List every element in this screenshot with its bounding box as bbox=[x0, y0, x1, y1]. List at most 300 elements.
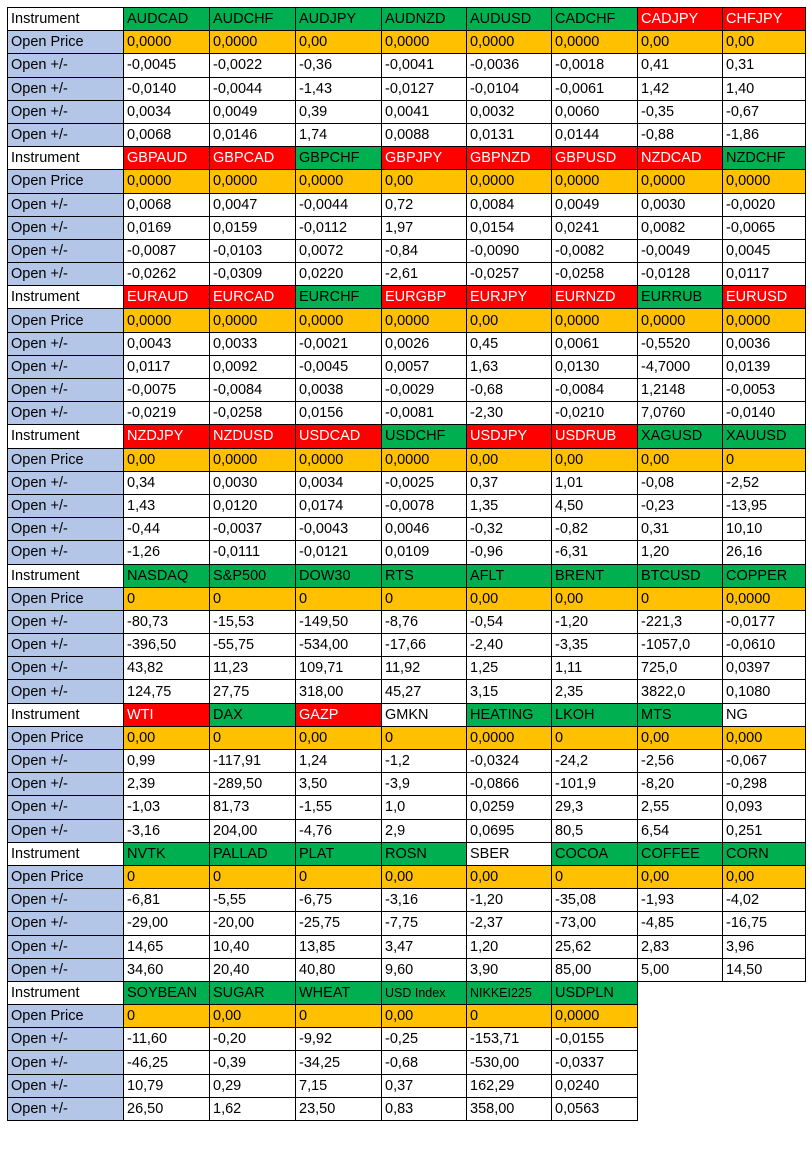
open-change-cell[interactable]: 0,0046 bbox=[382, 518, 467, 541]
instrument-name-cell[interactable]: NASDAQ bbox=[124, 564, 210, 587]
open-price-cell[interactable]: 0 bbox=[296, 587, 382, 610]
open-change-cell[interactable]: 725,0 bbox=[638, 657, 723, 680]
open-change-cell[interactable]: 0,0034 bbox=[296, 471, 382, 494]
open-change-cell[interactable]: -0,0084 bbox=[552, 379, 638, 402]
open-change-cell[interactable]: -0,0075 bbox=[124, 379, 210, 402]
open-change-cell[interactable]: -2,30 bbox=[467, 402, 552, 425]
open-change-cell[interactable]: 109,71 bbox=[296, 657, 382, 680]
open-change-cell[interactable]: 1,20 bbox=[638, 541, 723, 564]
open-change-cell[interactable]: -4,76 bbox=[296, 819, 382, 842]
open-change-cell[interactable]: 0,0041 bbox=[382, 100, 467, 123]
open-change-cell[interactable]: -0,0258 bbox=[210, 402, 296, 425]
instrument-name-cell[interactable]: AFLT bbox=[467, 564, 552, 587]
open-change-cell[interactable]: 0,0159 bbox=[210, 216, 296, 239]
open-change-cell[interactable]: 3822,0 bbox=[638, 680, 723, 703]
open-change-cell[interactable]: -0,5520 bbox=[638, 332, 723, 355]
instrument-name-cell[interactable]: EURJPY bbox=[467, 286, 552, 309]
open-change-cell[interactable]: 14,50 bbox=[723, 958, 806, 981]
open-change-cell[interactable]: -0,0111 bbox=[210, 541, 296, 564]
open-change-cell[interactable]: 0,0049 bbox=[210, 100, 296, 123]
open-change-cell[interactable]: 81,73 bbox=[210, 796, 296, 819]
open-change-cell[interactable]: -0,0044 bbox=[210, 77, 296, 100]
open-price-cell[interactable]: 0,0000 bbox=[124, 170, 210, 193]
open-change-cell[interactable]: 358,00 bbox=[467, 1097, 552, 1120]
open-change-cell[interactable]: -2,61 bbox=[382, 263, 467, 286]
open-change-cell[interactable]: 0,0563 bbox=[552, 1097, 638, 1120]
open-price-cell[interactable]: 0,0000 bbox=[638, 170, 723, 193]
open-change-cell[interactable]: -0,0140 bbox=[124, 77, 210, 100]
open-change-cell[interactable]: 0,0088 bbox=[382, 123, 467, 146]
open-change-cell[interactable]: -0,0104 bbox=[467, 77, 552, 100]
instrument-name-cell[interactable]: NG bbox=[723, 703, 806, 726]
open-change-cell[interactable]: 0,34 bbox=[124, 471, 210, 494]
open-change-cell[interactable]: 7,15 bbox=[296, 1074, 382, 1097]
open-change-cell[interactable]: 0,0043 bbox=[124, 332, 210, 355]
open-change-cell[interactable]: 7,0760 bbox=[638, 402, 723, 425]
open-change-cell[interactable]: -0,0049 bbox=[638, 239, 723, 262]
open-change-cell[interactable]: 29,3 bbox=[552, 796, 638, 819]
open-change-cell[interactable]: 0,0109 bbox=[382, 541, 467, 564]
open-change-cell[interactable]: 1,42 bbox=[638, 77, 723, 100]
instrument-name-cell[interactable]: NZDCHF bbox=[723, 147, 806, 170]
open-change-cell[interactable]: -1,20 bbox=[467, 889, 552, 912]
open-price-cell[interactable]: 0,0000 bbox=[124, 31, 210, 54]
open-change-cell[interactable]: 27,75 bbox=[210, 680, 296, 703]
open-change-cell[interactable]: 1,01 bbox=[552, 471, 638, 494]
open-change-cell[interactable]: 3,96 bbox=[723, 935, 806, 958]
open-change-cell[interactable]: -1,2 bbox=[382, 750, 467, 773]
open-change-cell[interactable]: 10,79 bbox=[124, 1074, 210, 1097]
open-change-cell[interactable]: -396,50 bbox=[124, 634, 210, 657]
open-change-cell[interactable]: 0,41 bbox=[638, 54, 723, 77]
open-price-cell[interactable]: 0,0000 bbox=[723, 587, 806, 610]
open-change-cell[interactable]: -1,26 bbox=[124, 541, 210, 564]
open-change-cell[interactable]: 0,251 bbox=[723, 819, 806, 842]
instrument-name-cell[interactable]: XAGUSD bbox=[638, 425, 723, 448]
open-change-cell[interactable]: 25,62 bbox=[552, 935, 638, 958]
instrument-name-cell[interactable]: LKOH bbox=[552, 703, 638, 726]
open-change-cell[interactable]: -0,68 bbox=[382, 1051, 467, 1074]
open-change-cell[interactable]: -0,0082 bbox=[552, 239, 638, 262]
instrument-name-cell[interactable]: GBPJPY bbox=[382, 147, 467, 170]
open-change-cell[interactable]: -149,50 bbox=[296, 610, 382, 633]
open-change-cell[interactable]: -0,84 bbox=[382, 239, 467, 262]
open-price-cell[interactable]: 0,00 bbox=[638, 31, 723, 54]
instrument-name-cell[interactable]: GBPCHF bbox=[296, 147, 382, 170]
open-change-cell[interactable]: -0,54 bbox=[467, 610, 552, 633]
open-change-cell[interactable]: 0,0139 bbox=[723, 355, 806, 378]
open-change-cell[interactable]: 0,0045 bbox=[723, 239, 806, 262]
instrument-name-cell[interactable]: EURUSD bbox=[723, 286, 806, 309]
open-change-cell[interactable]: 0,0068 bbox=[124, 193, 210, 216]
open-price-cell[interactable]: 0,00 bbox=[638, 726, 723, 749]
open-change-cell[interactable]: 0,0174 bbox=[296, 494, 382, 517]
open-change-cell[interactable]: -0,0084 bbox=[210, 379, 296, 402]
open-change-cell[interactable]: -73,00 bbox=[552, 912, 638, 935]
open-price-cell[interactable]: 0,00 bbox=[382, 170, 467, 193]
open-change-cell[interactable]: 0,31 bbox=[723, 54, 806, 77]
open-change-cell[interactable]: 10,40 bbox=[210, 935, 296, 958]
open-change-cell[interactable]: 0,0034 bbox=[124, 100, 210, 123]
open-change-cell[interactable]: -1,43 bbox=[296, 77, 382, 100]
open-change-cell[interactable]: 204,00 bbox=[210, 819, 296, 842]
open-change-cell[interactable]: 1,97 bbox=[382, 216, 467, 239]
open-change-cell[interactable]: -2,37 bbox=[467, 912, 552, 935]
open-change-cell[interactable]: -1,86 bbox=[723, 123, 806, 146]
open-change-cell[interactable]: 80,5 bbox=[552, 819, 638, 842]
open-change-cell[interactable]: 0,0117 bbox=[723, 263, 806, 286]
instrument-name-cell[interactable]: CHFJPY bbox=[723, 8, 806, 31]
open-change-cell[interactable]: -0,0309 bbox=[210, 263, 296, 286]
open-change-cell[interactable]: 1,40 bbox=[723, 77, 806, 100]
open-change-cell[interactable]: -2,40 bbox=[467, 634, 552, 657]
open-price-cell[interactable]: 0,00 bbox=[552, 448, 638, 471]
open-change-cell[interactable]: -0,0022 bbox=[210, 54, 296, 77]
open-price-cell[interactable]: 0,0000 bbox=[723, 170, 806, 193]
instrument-name-cell[interactable]: SUGAR bbox=[210, 981, 296, 1004]
open-change-cell[interactable]: 9,60 bbox=[382, 958, 467, 981]
open-change-cell[interactable]: 0,0240 bbox=[552, 1074, 638, 1097]
open-change-cell[interactable]: -5,55 bbox=[210, 889, 296, 912]
open-change-cell[interactable]: -0,88 bbox=[638, 123, 723, 146]
open-change-cell[interactable]: -0,0337 bbox=[552, 1051, 638, 1074]
open-change-cell[interactable]: -153,71 bbox=[467, 1028, 552, 1051]
open-change-cell[interactable]: -4,85 bbox=[638, 912, 723, 935]
open-price-cell[interactable]: 0,00 bbox=[382, 1005, 467, 1028]
open-change-cell[interactable]: -0,44 bbox=[124, 518, 210, 541]
open-change-cell[interactable]: -6,75 bbox=[296, 889, 382, 912]
open-price-cell[interactable]: 0,0000 bbox=[382, 31, 467, 54]
open-change-cell[interactable]: 0,0030 bbox=[638, 193, 723, 216]
open-change-cell[interactable]: 11,92 bbox=[382, 657, 467, 680]
open-change-cell[interactable]: -0,0045 bbox=[124, 54, 210, 77]
open-change-cell[interactable]: -3,16 bbox=[382, 889, 467, 912]
open-change-cell[interactable]: -4,7000 bbox=[638, 355, 723, 378]
open-change-cell[interactable]: -0,67 bbox=[723, 100, 806, 123]
open-change-cell[interactable]: 0,29 bbox=[210, 1074, 296, 1097]
open-change-cell[interactable]: 0,0130 bbox=[552, 355, 638, 378]
open-change-cell[interactable]: 4,50 bbox=[552, 494, 638, 517]
open-price-cell[interactable]: 0,0000 bbox=[467, 170, 552, 193]
open-change-cell[interactable]: 1,63 bbox=[467, 355, 552, 378]
open-change-cell[interactable]: -0,0029 bbox=[382, 379, 467, 402]
open-price-cell[interactable]: 0,0000 bbox=[210, 309, 296, 332]
instrument-name-cell[interactable]: SBER bbox=[467, 842, 552, 865]
open-change-cell[interactable]: -0,0210 bbox=[552, 402, 638, 425]
open-price-cell[interactable]: 0,00 bbox=[467, 865, 552, 888]
open-change-cell[interactable]: 20,40 bbox=[210, 958, 296, 981]
open-change-cell[interactable]: -1,20 bbox=[552, 610, 638, 633]
open-change-cell[interactable]: -29,00 bbox=[124, 912, 210, 935]
open-change-cell[interactable]: 318,00 bbox=[296, 680, 382, 703]
open-change-cell[interactable]: 0,0146 bbox=[210, 123, 296, 146]
open-change-cell[interactable]: -0,0090 bbox=[467, 239, 552, 262]
open-change-cell[interactable]: 0,0241 bbox=[552, 216, 638, 239]
open-change-cell[interactable]: -0,0087 bbox=[124, 239, 210, 262]
open-change-cell[interactable]: 0,0154 bbox=[467, 216, 552, 239]
open-change-cell[interactable]: 85,00 bbox=[552, 958, 638, 981]
instrument-name-cell[interactable]: CORN bbox=[723, 842, 806, 865]
open-price-cell[interactable]: 0,00 bbox=[467, 309, 552, 332]
open-change-cell[interactable]: 2,55 bbox=[638, 796, 723, 819]
open-change-cell[interactable]: -289,50 bbox=[210, 773, 296, 796]
instrument-name-cell[interactable]: GAZP bbox=[296, 703, 382, 726]
instrument-name-cell[interactable]: BRENT bbox=[552, 564, 638, 587]
open-price-cell[interactable]: 0 bbox=[124, 1005, 210, 1028]
open-change-cell[interactable]: -6,81 bbox=[124, 889, 210, 912]
open-change-cell[interactable]: -0,298 bbox=[723, 773, 806, 796]
open-change-cell[interactable]: 0,0092 bbox=[210, 355, 296, 378]
open-change-cell[interactable]: 0,0169 bbox=[124, 216, 210, 239]
open-price-cell[interactable]: 0 bbox=[210, 865, 296, 888]
open-change-cell[interactable]: -24,2 bbox=[552, 750, 638, 773]
instrument-name-cell[interactable]: AUDNZD bbox=[382, 8, 467, 31]
instrument-name-cell[interactable]: NIKKEI225 bbox=[467, 981, 552, 1004]
open-change-cell[interactable]: -6,31 bbox=[552, 541, 638, 564]
open-change-cell[interactable]: -1,93 bbox=[638, 889, 723, 912]
open-change-cell[interactable]: -0,0257 bbox=[467, 263, 552, 286]
open-change-cell[interactable]: 0,72 bbox=[382, 193, 467, 216]
open-change-cell[interactable]: -35,08 bbox=[552, 889, 638, 912]
open-change-cell[interactable]: -534,00 bbox=[296, 634, 382, 657]
open-price-cell[interactable]: 0 bbox=[382, 587, 467, 610]
instrument-name-cell[interactable]: NZDJPY bbox=[124, 425, 210, 448]
open-change-cell[interactable]: -0,35 bbox=[638, 100, 723, 123]
open-price-cell[interactable]: 0,0000 bbox=[210, 31, 296, 54]
open-change-cell[interactable]: -0,0045 bbox=[296, 355, 382, 378]
open-change-cell[interactable]: -0,0324 bbox=[467, 750, 552, 773]
open-change-cell[interactable]: -80,73 bbox=[124, 610, 210, 633]
open-change-cell[interactable]: 1,35 bbox=[467, 494, 552, 517]
open-price-cell[interactable]: 0,0000 bbox=[124, 309, 210, 332]
open-price-cell[interactable]: 0,00 bbox=[467, 448, 552, 471]
open-change-cell[interactable]: -0,0081 bbox=[382, 402, 467, 425]
open-change-cell[interactable]: -0,36 bbox=[296, 54, 382, 77]
instrument-name-cell[interactable]: DAX bbox=[210, 703, 296, 726]
open-change-cell[interactable]: 0,0026 bbox=[382, 332, 467, 355]
open-change-cell[interactable]: 40,80 bbox=[296, 958, 382, 981]
open-price-cell[interactable]: 0,0000 bbox=[723, 309, 806, 332]
open-change-cell[interactable]: -0,0036 bbox=[467, 54, 552, 77]
open-change-cell[interactable]: -3,16 bbox=[124, 819, 210, 842]
instrument-name-cell[interactable]: EURGBP bbox=[382, 286, 467, 309]
open-change-cell[interactable]: -0,0044 bbox=[296, 193, 382, 216]
open-change-cell[interactable]: 3,90 bbox=[467, 958, 552, 981]
open-change-cell[interactable]: -0,0177 bbox=[723, 610, 806, 633]
open-change-cell[interactable]: -0,0219 bbox=[124, 402, 210, 425]
open-change-cell[interactable]: -0,0025 bbox=[382, 471, 467, 494]
open-price-cell[interactable]: 0,0000 bbox=[296, 448, 382, 471]
instrument-name-cell[interactable]: USDCHF bbox=[382, 425, 467, 448]
open-change-cell[interactable]: -0,0020 bbox=[723, 193, 806, 216]
open-change-cell[interactable]: -0,0021 bbox=[296, 332, 382, 355]
open-change-cell[interactable]: -16,75 bbox=[723, 912, 806, 935]
open-price-cell[interactable]: 0,0000 bbox=[552, 1005, 638, 1028]
instrument-name-cell[interactable]: CADCHF bbox=[552, 8, 638, 31]
open-change-cell[interactable]: 3,15 bbox=[467, 680, 552, 703]
instrument-name-cell[interactable]: CADJPY bbox=[638, 8, 723, 31]
open-change-cell[interactable]: 0,83 bbox=[382, 1097, 467, 1120]
open-price-cell[interactable]: 0,0000 bbox=[296, 170, 382, 193]
open-change-cell[interactable]: -1,55 bbox=[296, 796, 382, 819]
open-price-cell[interactable]: 0,0000 bbox=[296, 309, 382, 332]
open-change-cell[interactable]: -0,82 bbox=[552, 518, 638, 541]
open-change-cell[interactable]: 0,0061 bbox=[552, 332, 638, 355]
open-price-cell[interactable]: 0,00 bbox=[296, 31, 382, 54]
open-change-cell[interactable]: 2,39 bbox=[124, 773, 210, 796]
open-change-cell[interactable]: 11,23 bbox=[210, 657, 296, 680]
instrument-name-cell[interactable]: GBPNZD bbox=[467, 147, 552, 170]
open-price-cell[interactable]: 0 bbox=[552, 726, 638, 749]
open-price-cell[interactable]: 0 bbox=[382, 726, 467, 749]
open-change-cell[interactable]: -0,0018 bbox=[552, 54, 638, 77]
open-change-cell[interactable]: -0,23 bbox=[638, 494, 723, 517]
open-price-cell[interactable]: 0,00 bbox=[467, 587, 552, 610]
open-change-cell[interactable]: -0,25 bbox=[382, 1028, 467, 1051]
open-change-cell[interactable]: 1,25 bbox=[467, 657, 552, 680]
open-change-cell[interactable]: 14,65 bbox=[124, 935, 210, 958]
open-change-cell[interactable]: -0,0262 bbox=[124, 263, 210, 286]
instrument-name-cell[interactable]: AUDCAD bbox=[124, 8, 210, 31]
open-change-cell[interactable]: 0,0084 bbox=[467, 193, 552, 216]
open-change-cell[interactable]: 0,0033 bbox=[210, 332, 296, 355]
open-change-cell[interactable]: 0,0397 bbox=[723, 657, 806, 680]
open-change-cell[interactable]: 0,31 bbox=[638, 518, 723, 541]
open-change-cell[interactable]: -34,25 bbox=[296, 1051, 382, 1074]
open-change-cell[interactable]: 1,11 bbox=[552, 657, 638, 680]
open-change-cell[interactable]: 162,29 bbox=[467, 1074, 552, 1097]
open-price-cell[interactable]: 0,00 bbox=[124, 726, 210, 749]
open-change-cell[interactable]: 0,0156 bbox=[296, 402, 382, 425]
open-change-cell[interactable]: -0,0041 bbox=[382, 54, 467, 77]
open-change-cell[interactable]: 0,0072 bbox=[296, 239, 382, 262]
open-change-cell[interactable]: 0,0032 bbox=[467, 100, 552, 123]
open-price-cell[interactable]: 0,00 bbox=[210, 1005, 296, 1028]
open-price-cell[interactable]: 0,00 bbox=[124, 448, 210, 471]
instrument-name-cell[interactable]: PLAT bbox=[296, 842, 382, 865]
instrument-name-cell[interactable]: BTCUSD bbox=[638, 564, 723, 587]
open-change-cell[interactable]: 0,0049 bbox=[552, 193, 638, 216]
open-change-cell[interactable]: -0,32 bbox=[467, 518, 552, 541]
open-price-cell[interactable]: 0,00 bbox=[552, 587, 638, 610]
instrument-name-cell[interactable]: COPPER bbox=[723, 564, 806, 587]
open-price-cell[interactable]: 0,000 bbox=[723, 726, 806, 749]
instrument-name-cell[interactable]: NZDUSD bbox=[210, 425, 296, 448]
open-change-cell[interactable]: 45,27 bbox=[382, 680, 467, 703]
open-change-cell[interactable]: -17,66 bbox=[382, 634, 467, 657]
open-price-cell[interactable]: 0 bbox=[210, 587, 296, 610]
open-change-cell[interactable]: 6,54 bbox=[638, 819, 723, 842]
open-change-cell[interactable]: 0,0259 bbox=[467, 796, 552, 819]
instrument-name-cell[interactable]: USD Index bbox=[382, 981, 467, 1004]
instrument-name-cell[interactable]: ROSN bbox=[382, 842, 467, 865]
open-change-cell[interactable]: -25,75 bbox=[296, 912, 382, 935]
open-change-cell[interactable]: 1,24 bbox=[296, 750, 382, 773]
instrument-name-cell[interactable]: GBPAUD bbox=[124, 147, 210, 170]
open-change-cell[interactable]: 23,50 bbox=[296, 1097, 382, 1120]
instrument-name-cell[interactable]: EURCAD bbox=[210, 286, 296, 309]
open-change-cell[interactable]: -0,0112 bbox=[296, 216, 382, 239]
open-change-cell[interactable]: 0,0120 bbox=[210, 494, 296, 517]
instrument-name-cell[interactable]: GMKN bbox=[382, 703, 467, 726]
open-price-cell[interactable]: 0,00 bbox=[638, 865, 723, 888]
instrument-name-cell[interactable]: USDPLN bbox=[552, 981, 638, 1004]
open-change-cell[interactable]: -0,0121 bbox=[296, 541, 382, 564]
open-price-cell[interactable]: 0 bbox=[296, 865, 382, 888]
open-change-cell[interactable]: 1,20 bbox=[467, 935, 552, 958]
open-change-cell[interactable]: -0,0053 bbox=[723, 379, 806, 402]
open-change-cell[interactable]: 0,37 bbox=[467, 471, 552, 494]
instrument-name-cell[interactable]: EURAUD bbox=[124, 286, 210, 309]
open-change-cell[interactable]: 0,093 bbox=[723, 796, 806, 819]
open-change-cell[interactable]: -0,0043 bbox=[296, 518, 382, 541]
instrument-name-cell[interactable]: WHEAT bbox=[296, 981, 382, 1004]
open-change-cell[interactable]: 43,82 bbox=[124, 657, 210, 680]
open-change-cell[interactable]: 0,0036 bbox=[723, 332, 806, 355]
open-price-cell[interactable]: 0 bbox=[552, 865, 638, 888]
open-change-cell[interactable]: 0,0144 bbox=[552, 123, 638, 146]
open-change-cell[interactable]: 1,0 bbox=[382, 796, 467, 819]
open-change-cell[interactable]: 0,45 bbox=[467, 332, 552, 355]
open-change-cell[interactable]: -0,0128 bbox=[638, 263, 723, 286]
instrument-name-cell[interactable]: AUDCHF bbox=[210, 8, 296, 31]
open-price-cell[interactable]: 0,00 bbox=[723, 31, 806, 54]
open-change-cell[interactable]: -2,52 bbox=[723, 471, 806, 494]
instrument-name-cell[interactable]: COFFEE bbox=[638, 842, 723, 865]
open-change-cell[interactable]: -221,3 bbox=[638, 610, 723, 633]
open-price-cell[interactable]: 0,0000 bbox=[552, 170, 638, 193]
open-change-cell[interactable]: 3,47 bbox=[382, 935, 467, 958]
open-price-cell[interactable]: 0,0000 bbox=[552, 31, 638, 54]
open-price-cell[interactable]: 0,0000 bbox=[552, 309, 638, 332]
instrument-name-cell[interactable]: S&P500 bbox=[210, 564, 296, 587]
open-price-cell[interactable]: 0,0000 bbox=[210, 448, 296, 471]
open-change-cell[interactable]: -0,0866 bbox=[467, 773, 552, 796]
instrument-name-cell[interactable]: COCOA bbox=[552, 842, 638, 865]
open-change-cell[interactable]: 1,62 bbox=[210, 1097, 296, 1120]
instrument-name-cell[interactable]: AUDUSD bbox=[467, 8, 552, 31]
open-change-cell[interactable]: 2,83 bbox=[638, 935, 723, 958]
open-change-cell[interactable]: -11,60 bbox=[124, 1028, 210, 1051]
open-change-cell[interactable]: 3,50 bbox=[296, 773, 382, 796]
open-price-cell[interactable]: 0 bbox=[296, 1005, 382, 1028]
instrument-name-cell[interactable]: USDJPY bbox=[467, 425, 552, 448]
open-change-cell[interactable]: 0,0117 bbox=[124, 355, 210, 378]
instrument-name-cell[interactable]: RTS bbox=[382, 564, 467, 587]
open-change-cell[interactable]: -1057,0 bbox=[638, 634, 723, 657]
open-change-cell[interactable]: -46,25 bbox=[124, 1051, 210, 1074]
open-change-cell[interactable]: 0,1080 bbox=[723, 680, 806, 703]
open-change-cell[interactable]: -4,02 bbox=[723, 889, 806, 912]
open-change-cell[interactable]: -0,20 bbox=[210, 1028, 296, 1051]
instrument-name-cell[interactable]: PALLAD bbox=[210, 842, 296, 865]
open-change-cell[interactable]: -2,56 bbox=[638, 750, 723, 773]
instrument-name-cell[interactable]: USDRUB bbox=[552, 425, 638, 448]
instrument-name-cell[interactable]: AUDJPY bbox=[296, 8, 382, 31]
open-price-cell[interactable]: 0 bbox=[124, 587, 210, 610]
instrument-name-cell[interactable]: HEATING bbox=[467, 703, 552, 726]
open-change-cell[interactable]: 1,74 bbox=[296, 123, 382, 146]
open-price-cell[interactable]: 0,0000 bbox=[210, 170, 296, 193]
open-change-cell[interactable]: 34,60 bbox=[124, 958, 210, 981]
instrument-name-cell[interactable]: GBPCAD bbox=[210, 147, 296, 170]
open-price-cell[interactable]: 0,0000 bbox=[467, 726, 552, 749]
open-change-cell[interactable]: 0,0131 bbox=[467, 123, 552, 146]
open-change-cell[interactable]: 124,75 bbox=[124, 680, 210, 703]
instrument-name-cell[interactable]: WTI bbox=[124, 703, 210, 726]
open-price-cell[interactable]: 0,00 bbox=[638, 448, 723, 471]
open-change-cell[interactable]: 26,16 bbox=[723, 541, 806, 564]
